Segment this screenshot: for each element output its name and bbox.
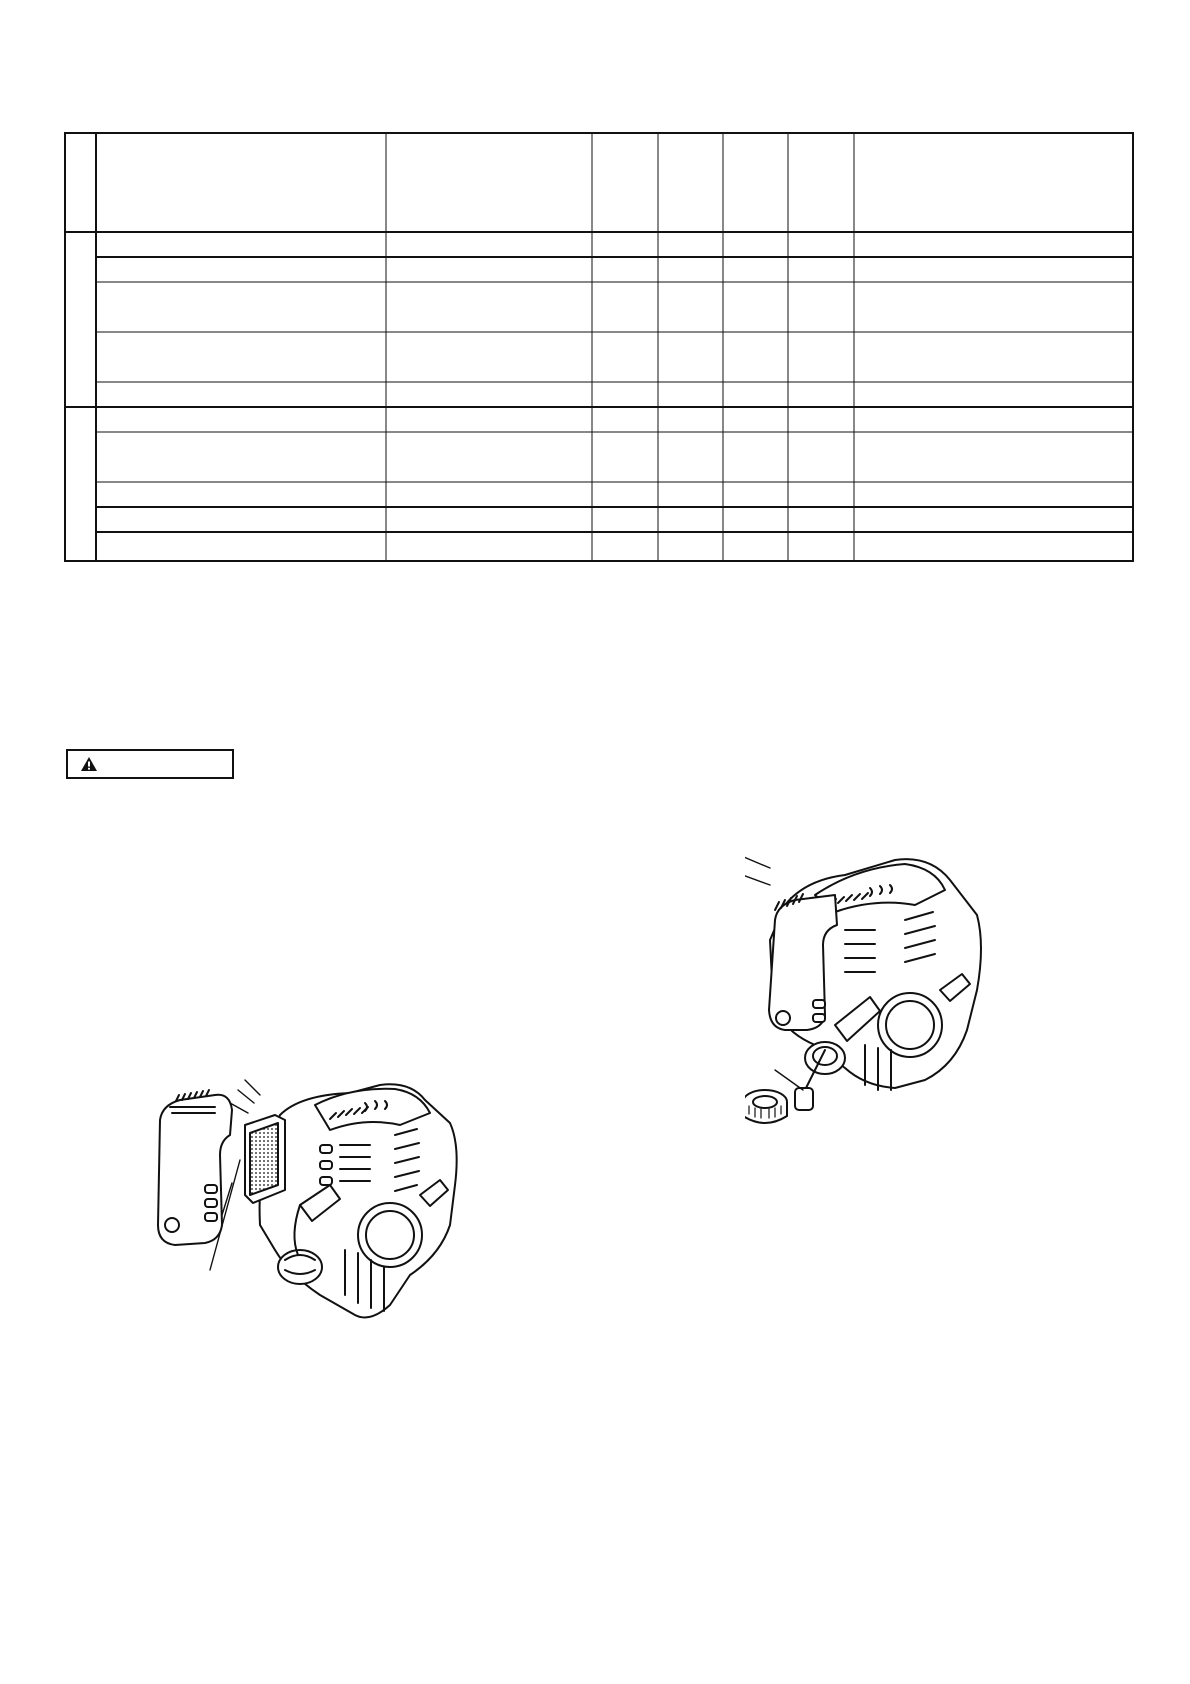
engine-fuel-filter-drawing [745,850,1025,1135]
warning-box [66,749,234,779]
warning-triangle-icon [80,756,98,772]
maintenance-table [64,132,1134,562]
fuel-filter [795,1088,813,1110]
fuel-filter-illustration [745,850,1025,1135]
engine-air-filter-drawing [150,1075,500,1330]
fuel-cap [745,1090,787,1123]
maintenance-table-grid [64,132,1134,562]
air-filter-illustration [150,1075,500,1330]
table-frame [65,133,1133,561]
